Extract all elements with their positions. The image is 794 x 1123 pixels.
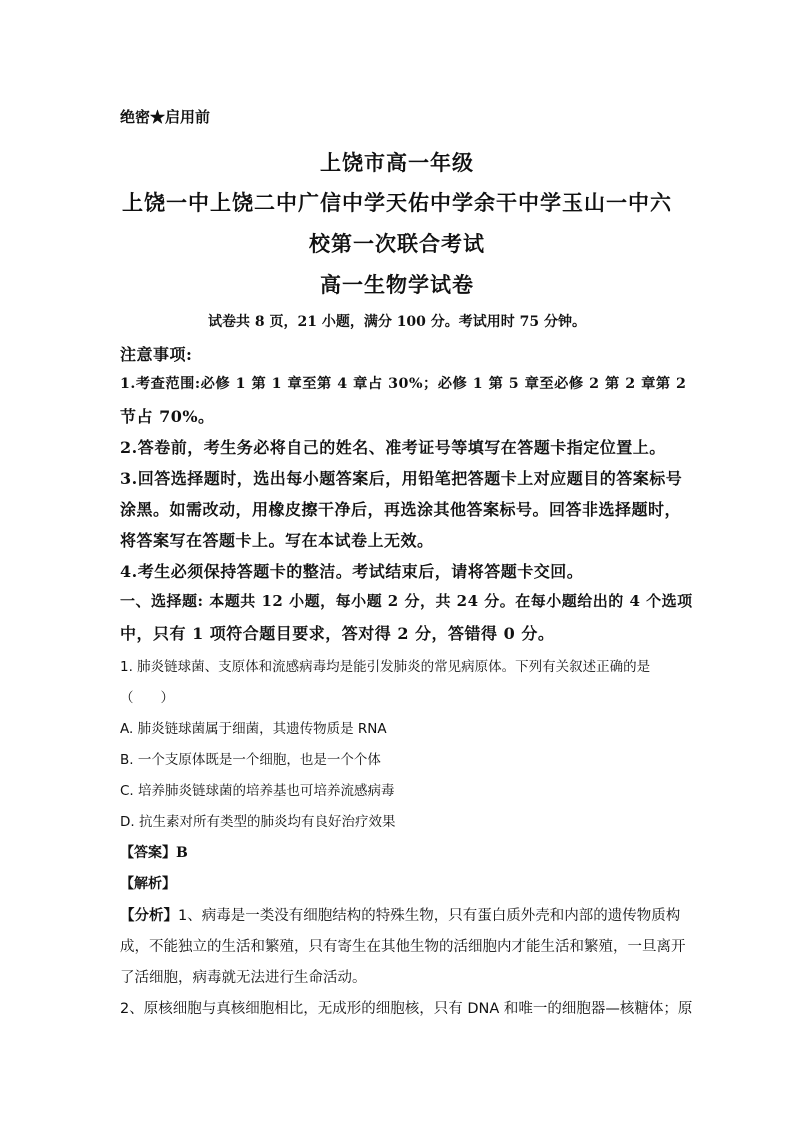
note-3c: 将答案写在答题卡上。写在本试卷上无效。 xyxy=(120,531,434,550)
question1-stem-b: （ ） xyxy=(120,690,174,706)
confidential-label: 绝密★启用前 xyxy=(120,108,211,126)
section1-instructions-a: 一、选择题: 本题共 12 小题，每小题 2 分，共 24 分。在每小题给出的 4 个选项 xyxy=(120,592,693,610)
note-2: 2.答卷前，考生务必将自己的姓名、准考证号等填写在答题卡指定位置上。 xyxy=(120,438,666,457)
note-3b: 涂黑。如需改动，用橡皮擦干净后，再选涂其他答案标号。回答非选择题时， xyxy=(120,500,682,519)
answer-line xyxy=(120,842,188,862)
notes-heading: 注意事项: xyxy=(120,345,193,364)
fenxi-line-a xyxy=(120,904,680,925)
exam-title-line2: 上饶一中上饶二中广信中学天佑中学余干中学玉山一中六 xyxy=(122,190,672,215)
note-1a: 1.考查范围:必修 1 第 1 章至第 4 章占 30%；必修 1 第 5 章至必修 2 第 2 章第 2 xyxy=(120,376,687,392)
question1-option-a: A. 肺炎链球菌属于细菌，其遗传物质是 RNA xyxy=(120,721,387,737)
exam-title-line1: 上饶市高一年级 xyxy=(320,150,474,175)
section1-instructions-b: 中，只有 1 项符合题目要求，答对得 2 分，答错得 0 分。 xyxy=(120,624,555,643)
question1-stem-a: 1. 肺炎链球菌、支原体和流感病毒均是能引发肺炎的常见病原体。下列有关叙述正确的是 xyxy=(120,659,651,675)
question1-option-c: C. 培养肺炎链球菌的培养基也可培养流感病毒 xyxy=(120,783,395,799)
question1-option-d: D. 抗生素对所有类型的肺炎均有良好治疗效果 xyxy=(120,814,396,830)
note-4: 4.考生必须保持答题卡的整洁。考试结束后，请将答题卡交回。 xyxy=(120,562,584,581)
exam-title-line3: 校第一次联合考试 xyxy=(309,231,485,256)
question1-option-b: B. 一个支原体既是一个细胞，也是一个个体 xyxy=(120,752,381,768)
note-1b: 节占 70%。 xyxy=(120,407,215,426)
fenxi-text-a: 1、病毒是一类没有细胞结构的特殊生物，只有蛋白质外壳和内部的遗传物质构 xyxy=(178,908,681,924)
note-3a: 3.回答选择题时，选出每小题答案后，用铅笔把答题卡上对应题目的答案标号 xyxy=(120,469,683,488)
fenxi-line-b: 成，不能独立的生活和繁殖，只有寄生在其他生物的活细胞内才能生活和繁殖，一旦离开 xyxy=(120,939,686,955)
exam-subtitle: 试卷共 8 页，21 小题，满分 100 分。考试用时 75 分钟。 xyxy=(207,314,587,330)
fenxi-line-c: 了活细胞，病毒就无法进行生命活动。 xyxy=(120,970,367,986)
exam-title-line4: 高一生物学试卷 xyxy=(320,272,474,297)
answer-value: B xyxy=(176,845,188,861)
fenxi-line-d: 2、原核细胞与真核细胞相比，无成形的细胞核，只有 DNA 和唯一的细胞器—核糖体；原 xyxy=(120,1001,693,1017)
fenxi-label: 【分析】 xyxy=(120,908,178,924)
answer-label: 【答案】 xyxy=(120,845,176,861)
analysis-label: 【解析】 xyxy=(120,876,176,892)
